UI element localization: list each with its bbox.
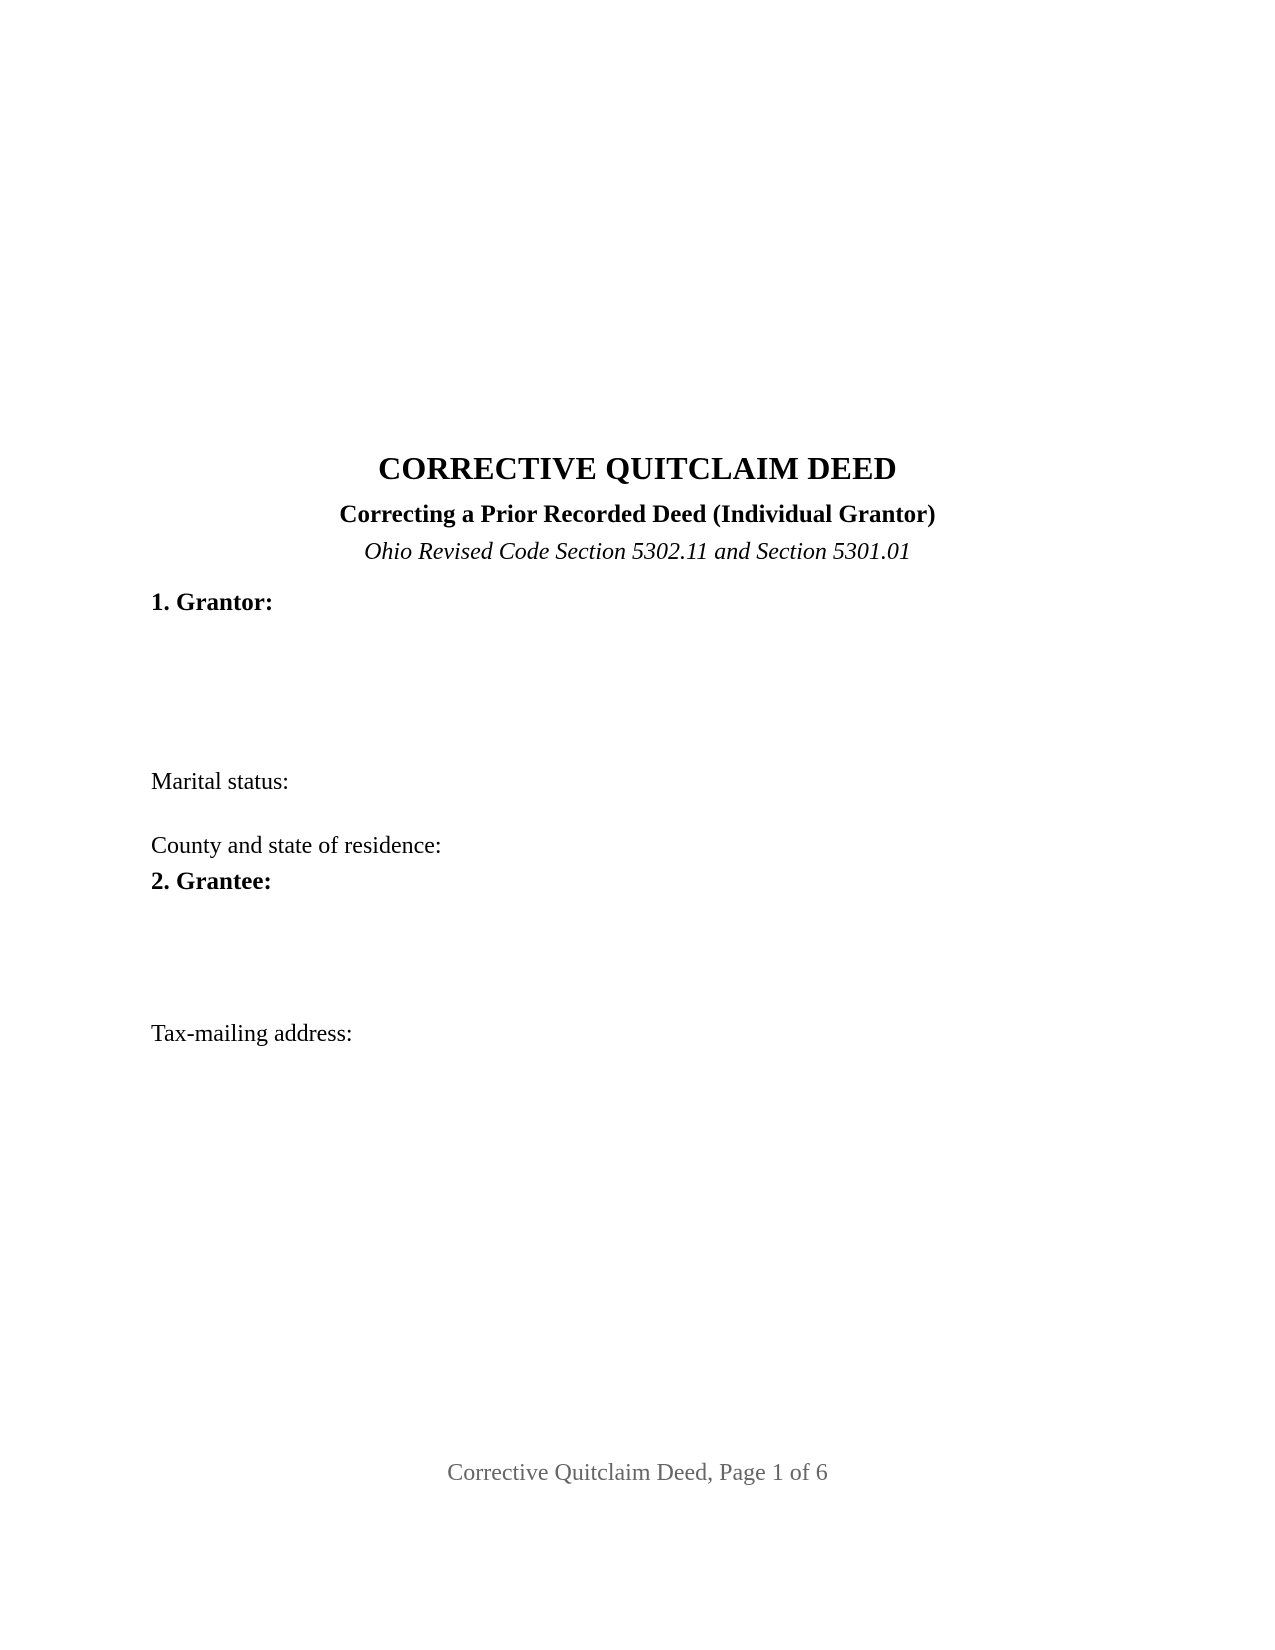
- document-title: CORRECTIVE QUITCLAIM DEED: [378, 450, 897, 486]
- statute-reference: Ohio Revised Code Section 5302.11 and Section 5301.01: [364, 539, 911, 565]
- grantee-heading: 2. Grantee:: [151, 868, 272, 895]
- marital-status-label: Marital status:: [151, 769, 289, 795]
- page-footer: Corrective Quitclaim Deed, Page 1 of 6: [447, 1460, 828, 1486]
- document-subtitle: Correcting a Prior Recorded Deed (Individual Grantor): [339, 501, 936, 528]
- tax-mailing-address-label: Tax-mailing address:: [151, 1021, 353, 1047]
- residence-label: County and state of residence:: [151, 833, 442, 859]
- grantor-heading: 1. Grantor:: [151, 589, 274, 616]
